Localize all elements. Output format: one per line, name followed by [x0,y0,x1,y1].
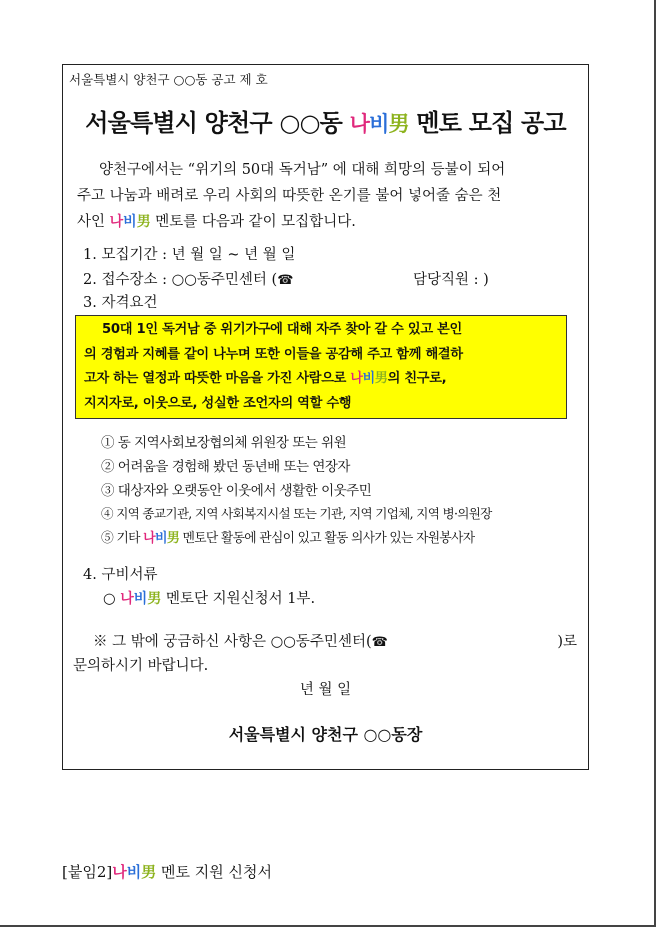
title-suffix: 멘토 모집 공고 [416,109,566,137]
nabi-logo: 나비男 [143,531,180,546]
qualification-heading: 3. 자격요건 [83,295,158,311]
nabi-logo: 나비男 [120,591,162,607]
page-title [63,103,588,138]
nabi-logo: 나비男 [349,112,409,136]
phone-icon: ☎ [371,635,388,650]
date-line: 년 월 일 [299,682,352,698]
nabi-logo: 나비男 [112,863,157,881]
criteria-item: ② 어려움을 경험해 봤던 동년배 또는 연장자 [101,459,350,475]
documents-item: ○ 나비男 멘토단 지원신청서 1부. [103,591,316,607]
criteria-item: ④ 지역 종교기관, 지역 사회복지시설 또는 기관, 지역 기업체, 지역 병·의원장 [101,506,492,521]
criteria-item: ③ 대상자와 오랫동안 이웃에서 생활한 이웃주민 [101,483,372,499]
notice-number: 서울특별시 양천구 ○○동 공고 제 호 [69,72,268,87]
attachment-caption: [붙임2]나비男 멘토 지원 신청서 [62,863,272,881]
qualification-highlight: 50대 1인 독거남 중 위기가구에 대해 자주 찾아 갈 수 있고 본인 의 경험과 지혜를 같이 나누며 또한 이들을 공감해 주고 함께 해결하 고자 하는 열정과 따뜻한 마음을 가진 사람으로 나비男의 친구로, 지지자로, 이웃으로, 성실한 조언자의 역할 수행 [75,315,567,419]
criteria-item: ① 동 지역사회보장협의체 위원장 또는 위원 [101,435,347,451]
nabi-logo: 나비男 [350,371,388,386]
nabi-logo: 나비男 [109,214,151,230]
phone-icon: ☎ [277,273,294,288]
criteria-item: ⑤ 기타 나비男 멘토단 활동에 관심이 있고 활동 의사가 있는 자원봉사자 [101,531,475,546]
inquiry-note: ※ 그 밖에 궁금하신 사항은 ○○동주민센터(☎ )로 [93,634,577,650]
recruit-period: 1. 모집기간 : 년 월 일 ~ 년 월 일 [83,247,296,263]
title-prefix: 서울특별시 양천구 ○○동 [85,109,343,137]
documents-heading: 4. 구비서류 [83,567,158,583]
signature: 서울특별시 양천구 ○○동장 [228,725,423,744]
intro-paragraph: 양천구에서는 “위기의 50대 독거남” 에 대해 희망의 등불이 되어 주고 나눔과 배려로 우리 사회의 따뜻한 온기를 불어 넣어줄 숨은 천 사인 나비男 멘토를 다음과 같이 모집합니다. [77,162,506,230]
notice-document [62,64,589,770]
inquiry-note-line2: 문의하시기 바랍니다. [73,658,209,674]
reception-place: 2. 접수장소 : ○○동주민센터 (☎ 담당직원 : ) [83,272,489,288]
